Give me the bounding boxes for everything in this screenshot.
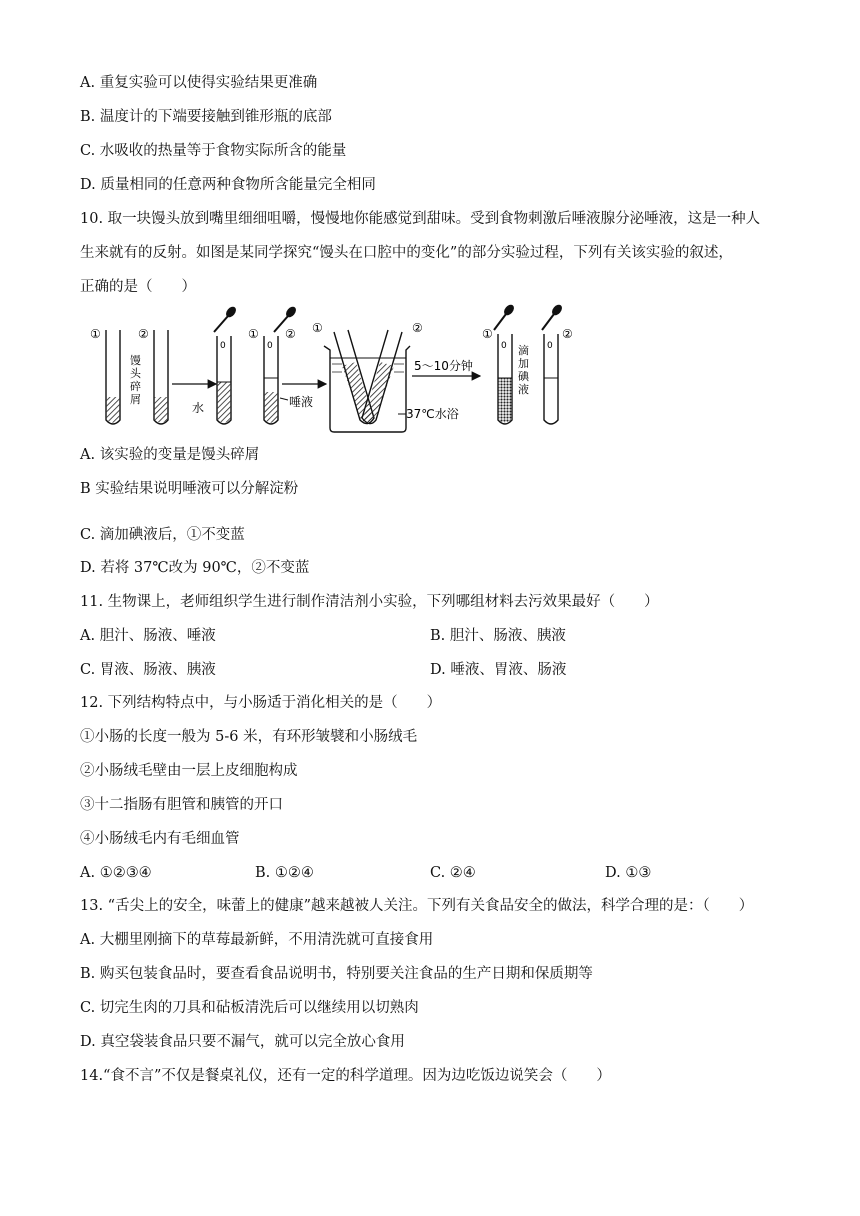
zero-mark-1: 0 — [220, 341, 226, 351]
q11-option-b: B. 胆汁、肠液、胰液 — [430, 628, 566, 644]
stage2-label-1: ① — [248, 327, 259, 341]
q9-option-b: B. 温度计的下端要接触到锥形瓶的底部 — [80, 109, 332, 125]
iodine-label: 滴加碘液 — [518, 344, 529, 396]
bath-label-1: ① — [312, 321, 323, 335]
q13-option-d: D. 真空袋装食品只要不漏气，就可以完全放心食用 — [80, 1034, 405, 1050]
experiment-diagram — [80, 302, 600, 440]
q12-option-d: D. ①③ — [605, 865, 652, 881]
zero-mark-4: 0 — [547, 341, 553, 351]
result-label-1: ① — [482, 327, 493, 341]
q10-option-d: D. 若将 37℃改为 90℃，②不变蓝 — [80, 560, 310, 576]
dropper-iodine-1 — [494, 303, 516, 330]
q10-option-c: C. 滴加碘液后，①不变蓝 — [80, 527, 245, 543]
q11-stem: 11. 生物课上，老师组织学生进行制作清洁剂小实验，下列哪组材料去污效果最好（ ） — [80, 594, 659, 610]
zero-mark-3: 0 — [501, 341, 507, 351]
saliva-label: 唾液 — [289, 395, 314, 409]
q14-stem: 14.“食不言”不仅是餐桌礼仪，还有一定的科学道理。因为边吃饭边说笑会（ ） — [80, 1068, 611, 1084]
q12-option-b: B. ①②④ — [255, 865, 314, 881]
q13-option-a: A. 大棚里刚摘下的草莓最新鲜，不用清洗就可直接食用 — [80, 932, 434, 948]
mantou-label-1: 馒头碎屑 — [130, 354, 141, 406]
q10-option-b: B 实验结果说明唾液可以分解淀粉 — [80, 481, 299, 497]
q12-stem: 12. 下列结构特点中，与小肠适于消化相关的是（ ） — [80, 695, 442, 711]
q9-option-a: A. 重复实验可以使得实验结果更准确 — [80, 75, 318, 91]
q13-option-b: B. 购买包装食品时，要查看食品说明书，特别要关注食品的生产日期和保质期等 — [80, 966, 593, 982]
stage1-label-2: ② — [138, 327, 149, 341]
q10-stem-line-1: 10. 取一块馒头放到嘴里细细咀嚼，慢慢地你能感觉到甜味。受到食物刺激后唾液腺分泌唾液，这是一种人 — [80, 211, 761, 227]
dropper-iodine-2 — [542, 303, 564, 330]
q9-option-c: C. 水吸收的热量等于食物实际所含的能量 — [80, 143, 347, 159]
q12-item-4: ④小肠绒毛内有毛细血管 — [80, 831, 240, 847]
q12-option-c: C. ②④ — [430, 865, 476, 881]
result-label-2: ② — [562, 327, 573, 341]
bath-tube-2 — [362, 330, 402, 424]
stage2-label-2: ② — [285, 327, 296, 341]
zero-mark-2: 0 — [267, 341, 273, 351]
dropper-water — [214, 305, 238, 332]
water-label: 水 — [192, 401, 205, 415]
stage1-tube-2 — [154, 330, 168, 424]
q13-stem: 13. “舌尖上的安全，味蕾上的健康”越来越被人关注。下列有关食品安全的做法，科学合理的是：（ ） — [80, 898, 754, 914]
q12-option-a: A. ①②③④ — [80, 865, 152, 881]
q12-item-3: ③十二指肠有胆管和胰管的开口 — [80, 797, 283, 813]
stage1-label-1: ① — [90, 327, 101, 341]
q10-stem-line-2: 生来就有的反射。如图是某同学探究“馒头在口腔中的变化”的部分实验过程，下列有关该实验的叙述， — [80, 245, 733, 261]
q11-option-d: D. 唾液、胃液、肠液 — [430, 662, 567, 678]
bath-label-2: ② — [412, 321, 423, 335]
bath-temp-label: 37℃水浴 — [406, 407, 459, 421]
q11-option-c: C. 胃液、肠液、胰液 — [80, 662, 216, 678]
q9-option-d: D. 质量相同的任意两种食物所含能量完全相同 — [80, 177, 376, 193]
q11-option-a: A. 胆汁、肠液、唾液 — [80, 628, 216, 644]
time-label: 5～10分钟 — [414, 359, 473, 373]
q12-item-1: ①小肠的长度一般为 5-6 米，有环形皱襞和小肠绒毛 — [80, 729, 418, 745]
q13-option-c: C. 切完生肉的刀具和砧板清洗后可以继续用以切熟肉 — [80, 1000, 419, 1016]
stage1-tube-1 — [106, 330, 120, 424]
q10-stem-line-3: 正确的是（ ） — [80, 279, 196, 295]
q10-option-a: A. 该实验的变量是馒头碎屑 — [80, 447, 260, 463]
q12-item-2: ②小肠绒毛壁由一层上皮细胞构成 — [80, 763, 298, 779]
